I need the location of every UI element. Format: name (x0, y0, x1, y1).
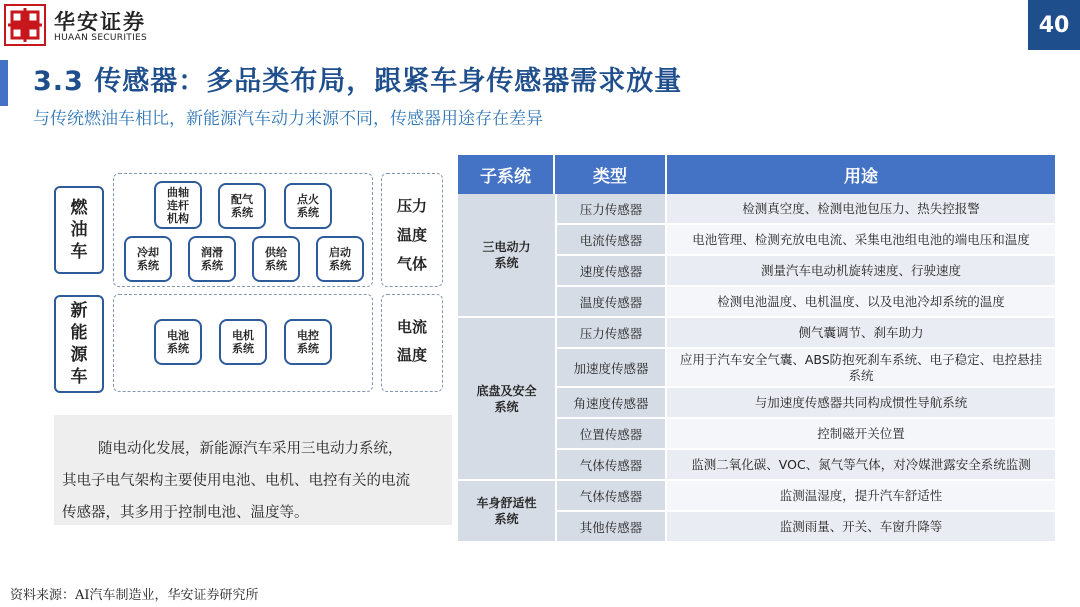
system-box-crankshaft: 曲轴 连杆 机构 (154, 181, 202, 229)
header-subsystem: 子系统 (458, 155, 555, 194)
cell-sensor-type: 压力传感器 (555, 194, 667, 223)
table-row (555, 349, 1055, 388)
cell-subsystem-group: 底盘及安全 系统 (458, 318, 555, 481)
cell-sensor-type: 加速度传感器 (555, 349, 667, 386)
cell-sensor-usage: 控制磁开关位置 (667, 419, 1055, 448)
system-box-control: 电控 系统 (284, 319, 332, 365)
system-box-cooling: 冷却 系统 (124, 236, 172, 282)
table-body (458, 194, 1055, 543)
table-row (555, 419, 1055, 450)
vertical-label-char: 车 (70, 242, 88, 262)
cell-sensor-type: 压力传感器 (555, 318, 667, 347)
explanation-note (54, 415, 452, 525)
sensor-label-gas: 气体 (396, 255, 427, 273)
cell-sensor-usage: 测量汽车电动机旋转速度、行驶速度 (667, 256, 1055, 285)
sensor-label-temperature: 温度 (396, 226, 427, 244)
fuel-car-label (54, 186, 104, 274)
system-box-battery: 电池 系统 (154, 319, 202, 365)
cell-sensor-usage: 检测真空度、检测电池包压力、热失控报警 (667, 194, 1055, 223)
fuel-car-label-text (71, 197, 88, 263)
vertical-label-char: 燃 (70, 198, 88, 218)
table-row (555, 194, 1055, 225)
note-line-1: 随电动化发展，新能源汽车采用三电动力系统， (98, 441, 403, 457)
table-row (555, 481, 1055, 512)
cell-sensor-usage: 电池管理、检测充放电电流、采集电池组电池的端电压和温度 (667, 225, 1055, 254)
brand-name-cn: 华安证券 (54, 9, 146, 34)
table-row (555, 256, 1055, 287)
logo-mark-icon (6, 6, 44, 44)
page-subtitle: 与传统燃油车相比，新能源汽车动力来源不同，传感器用途存在差异 (33, 109, 543, 129)
cell-sensor-usage: 监测雨量、开关、车窗升降等 (667, 512, 1055, 541)
vertical-label-char: 油 (70, 220, 88, 240)
system-box-ignition: 点火 系统 (284, 183, 332, 229)
cell-sensor-type: 气体传感器 (555, 481, 667, 510)
note-line-2: 其电子电气架构主要使用电池、电机、电控有关的电流 (62, 473, 410, 489)
page-title: 3.3 传感器：多品类布局，跟紧车身传感器需求放量 (33, 66, 683, 97)
cell-sensor-usage: 检测电池温度、电机温度、以及电池冷却系统的温度 (667, 287, 1055, 316)
cell-sensor-usage: 监测二氧化碳、VOC、氮气等气体，对冷媒泄露安全系统监测 (667, 450, 1055, 479)
source-note: 资料来源：AI汽车制造业，华安证券研究所 (10, 588, 259, 603)
table-row (555, 450, 1055, 481)
title-accent-bar (0, 60, 8, 106)
vertical-label-char: 新 (70, 301, 88, 321)
sensor-label-temperature-nev: 温度 (396, 346, 427, 364)
page-number: 40 (1028, 0, 1080, 50)
cell-sensor-type: 其他传感器 (555, 512, 667, 541)
cell-sensor-usage: 与加速度传感器共同构成惯性导航系统 (667, 388, 1055, 417)
table-header (458, 155, 1055, 194)
table-row (555, 388, 1055, 419)
sensor-label-current: 电流 (396, 318, 427, 336)
cell-sensor-usage: 监测温湿度，提升汽车舒适性 (667, 481, 1055, 510)
brand-name-en: HUAAN SECURITIES (54, 33, 148, 43)
cell-sensor-usage: 应用于汽车安全气囊、ABS防抱死刹车系统、电子稳定、电控悬挂系统 (667, 349, 1055, 386)
cell-sensor-type: 速度传感器 (555, 256, 667, 285)
table-row (555, 512, 1055, 543)
cell-sensor-type: 气体传感器 (555, 450, 667, 479)
header-type: 类型 (555, 155, 667, 194)
cell-sensor-usage: 侧气囊调节、刹车助力 (667, 318, 1055, 347)
cell-sensor-type: 电流传感器 (555, 225, 667, 254)
system-box-supply: 供给 系统 (252, 236, 300, 282)
system-box-motor: 电机 系统 (219, 319, 267, 365)
cell-sensor-type: 角速度传感器 (555, 388, 667, 417)
table-row (555, 287, 1055, 318)
table-row (555, 225, 1055, 256)
cell-sensor-type: 位置传感器 (555, 419, 667, 448)
cell-subsystem-group: 车身舒适性 系统 (458, 481, 555, 543)
cell-sensor-type: 温度传感器 (555, 287, 667, 316)
vertical-label-char: 能 (70, 323, 88, 343)
table-row (555, 318, 1055, 349)
cell-subsystem-group: 三电动力 系统 (458, 194, 555, 318)
vertical-label-char: 车 (70, 367, 88, 387)
system-box-lubrication: 润滑 系统 (188, 236, 236, 282)
vertical-label-char: 源 (70, 345, 88, 365)
system-box-valve: 配气 系统 (218, 183, 266, 229)
note-line-3: 传感器，其多用于控制电池、温度等。 (62, 505, 309, 521)
nev-sensors-group (381, 294, 443, 392)
sensor-label-pressure: 压力 (396, 197, 427, 215)
nev-label-text (71, 300, 88, 388)
system-box-starting: 启动 系统 (316, 236, 364, 282)
huaan-logo (4, 4, 46, 46)
sensor-usage-table (458, 155, 1055, 543)
header-usage: 用途 (667, 155, 1055, 194)
nev-label (54, 295, 104, 393)
